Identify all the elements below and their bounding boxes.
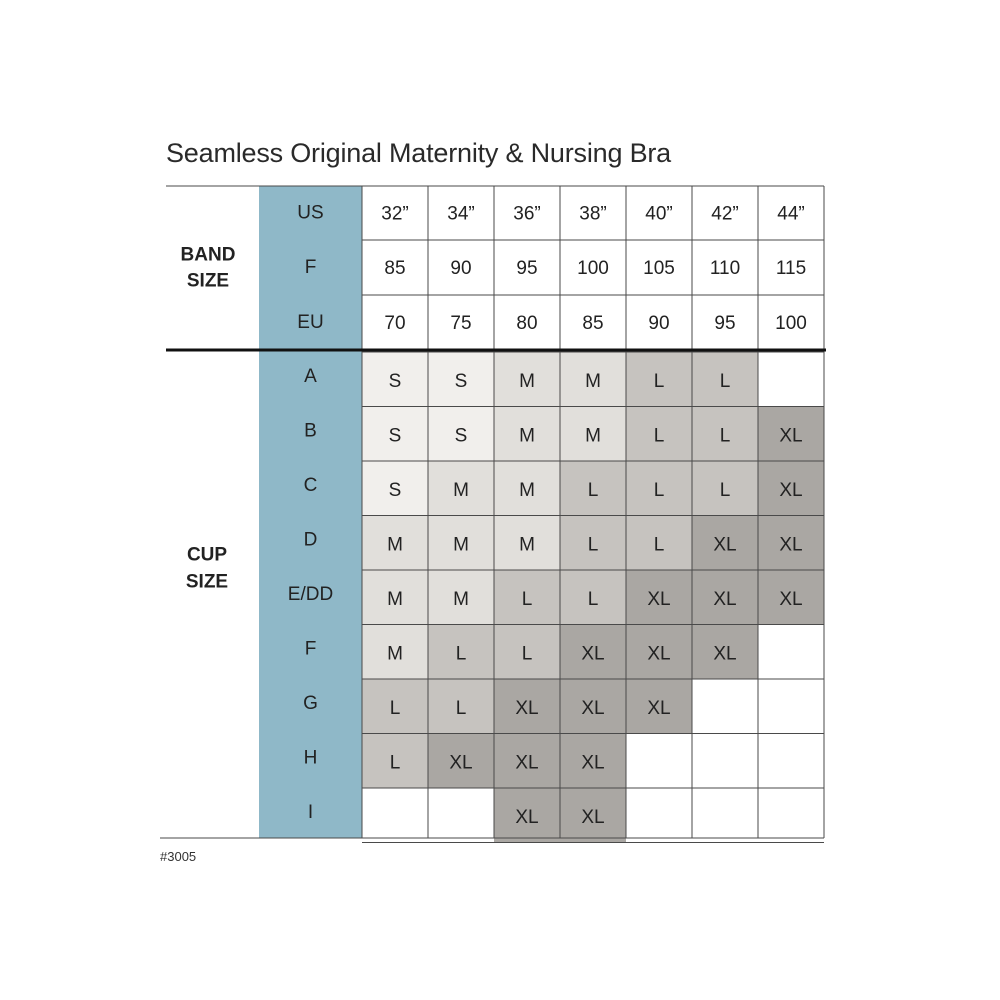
- size-value: M: [519, 479, 535, 501]
- size-value: XL: [449, 752, 473, 774]
- band-value: 90: [450, 258, 472, 279]
- band-value: 70: [384, 313, 406, 334]
- size-value: M: [453, 479, 469, 501]
- band-size-label: SIZE: [186, 270, 230, 292]
- band-value: 100: [577, 258, 609, 279]
- band-value: 75: [450, 313, 472, 334]
- size-value: XL: [515, 752, 539, 774]
- cup-row-label: G: [303, 692, 318, 714]
- size-value: L: [653, 534, 665, 556]
- size-value: XL: [713, 534, 737, 556]
- size-value: M: [387, 588, 403, 610]
- size-value: L: [521, 588, 533, 610]
- size-value: L: [455, 643, 467, 665]
- band-value: 36”: [513, 203, 541, 225]
- band-value: 44”: [777, 203, 805, 225]
- band-value: 115: [775, 258, 807, 279]
- size-value: L: [455, 697, 467, 719]
- band-value: 105: [643, 258, 675, 279]
- size-cell: [758, 788, 824, 843]
- size-value: XL: [581, 697, 605, 719]
- size-value: S: [388, 425, 402, 447]
- band-value: 85: [582, 313, 604, 334]
- cup-size-label: CUP: [186, 544, 228, 566]
- band-value: 32”: [381, 203, 409, 225]
- cup-size-label: SIZE: [185, 571, 229, 593]
- size-value: L: [719, 370, 731, 392]
- band-value: 40”: [645, 203, 673, 225]
- size-value: L: [653, 370, 665, 392]
- size-value: M: [387, 643, 403, 665]
- size-value: S: [388, 479, 402, 501]
- size-value: M: [519, 425, 535, 447]
- band-value: 38”: [579, 203, 607, 225]
- cup-row-label: C: [303, 474, 318, 496]
- size-value: M: [453, 588, 469, 610]
- size-value: L: [389, 697, 401, 719]
- band-row-label: F: [304, 257, 317, 278]
- size-cell: [692, 679, 758, 734]
- size-value: L: [719, 479, 731, 501]
- size-value: L: [389, 752, 401, 774]
- header-column: [259, 186, 362, 838]
- band-value: 34”: [447, 203, 475, 225]
- size-value: XL: [581, 752, 605, 774]
- style-number: #3005: [160, 849, 197, 864]
- band-value: 80: [516, 313, 538, 334]
- size-value: XL: [779, 588, 803, 610]
- size-value: L: [653, 425, 665, 447]
- size-value: XL: [779, 534, 803, 556]
- size-value: L: [587, 534, 599, 556]
- size-value: XL: [779, 425, 803, 447]
- size-cell: [626, 734, 692, 789]
- size-value: S: [454, 370, 468, 392]
- size-value: XL: [581, 806, 605, 828]
- chart-title: Seamless Original Maternity & Nursing Bra: [166, 138, 671, 168]
- size-cell: [758, 352, 824, 407]
- cup-row-label: F: [304, 638, 317, 660]
- cup-row-label: B: [304, 420, 317, 442]
- size-value: L: [587, 479, 599, 501]
- size-value: L: [521, 643, 533, 665]
- band-row-label: US: [297, 202, 324, 224]
- size-value: XL: [515, 697, 539, 719]
- size-value: XL: [581, 643, 605, 665]
- cup-row-label: E/DD: [287, 583, 334, 605]
- size-value: M: [519, 370, 535, 392]
- size-value: M: [453, 534, 469, 556]
- size-value: XL: [515, 806, 539, 828]
- size-cell: [626, 788, 692, 843]
- size-value: L: [587, 588, 599, 610]
- size-cell: [758, 679, 824, 734]
- size-value: XL: [713, 588, 737, 610]
- band-value: 95: [516, 258, 538, 279]
- band-row-label: EU: [297, 312, 324, 333]
- size-value: M: [387, 534, 403, 556]
- size-value: S: [454, 425, 468, 447]
- size-value: L: [719, 425, 731, 447]
- band-value: 90: [648, 313, 670, 334]
- size-value: XL: [779, 479, 803, 501]
- band-value: 100: [775, 313, 807, 334]
- cup-row-label: D: [303, 529, 318, 551]
- size-value: XL: [713, 643, 737, 665]
- size-value: L: [653, 479, 665, 501]
- size-cell: [692, 734, 758, 789]
- cup-row-label: A: [304, 365, 317, 387]
- cup-row-label: H: [303, 747, 318, 769]
- size-value: M: [585, 370, 601, 392]
- size-cell: [428, 788, 494, 843]
- band-value: 42”: [711, 203, 739, 225]
- size-cell: [758, 734, 824, 789]
- band-value: 95: [714, 313, 736, 334]
- size-value: M: [519, 534, 535, 556]
- size-value: XL: [647, 643, 671, 665]
- size-cell: [758, 625, 824, 680]
- size-value: XL: [647, 697, 671, 719]
- band-value: 110: [709, 258, 741, 279]
- size-value: M: [585, 425, 601, 447]
- size-value: S: [388, 370, 402, 392]
- band-size-label: BAND: [180, 244, 236, 266]
- band-value: 85: [384, 258, 406, 279]
- size-value: XL: [647, 588, 671, 610]
- size-cell: [362, 788, 428, 843]
- cup-row-label: I: [307, 801, 314, 823]
- size-cell: [692, 788, 758, 843]
